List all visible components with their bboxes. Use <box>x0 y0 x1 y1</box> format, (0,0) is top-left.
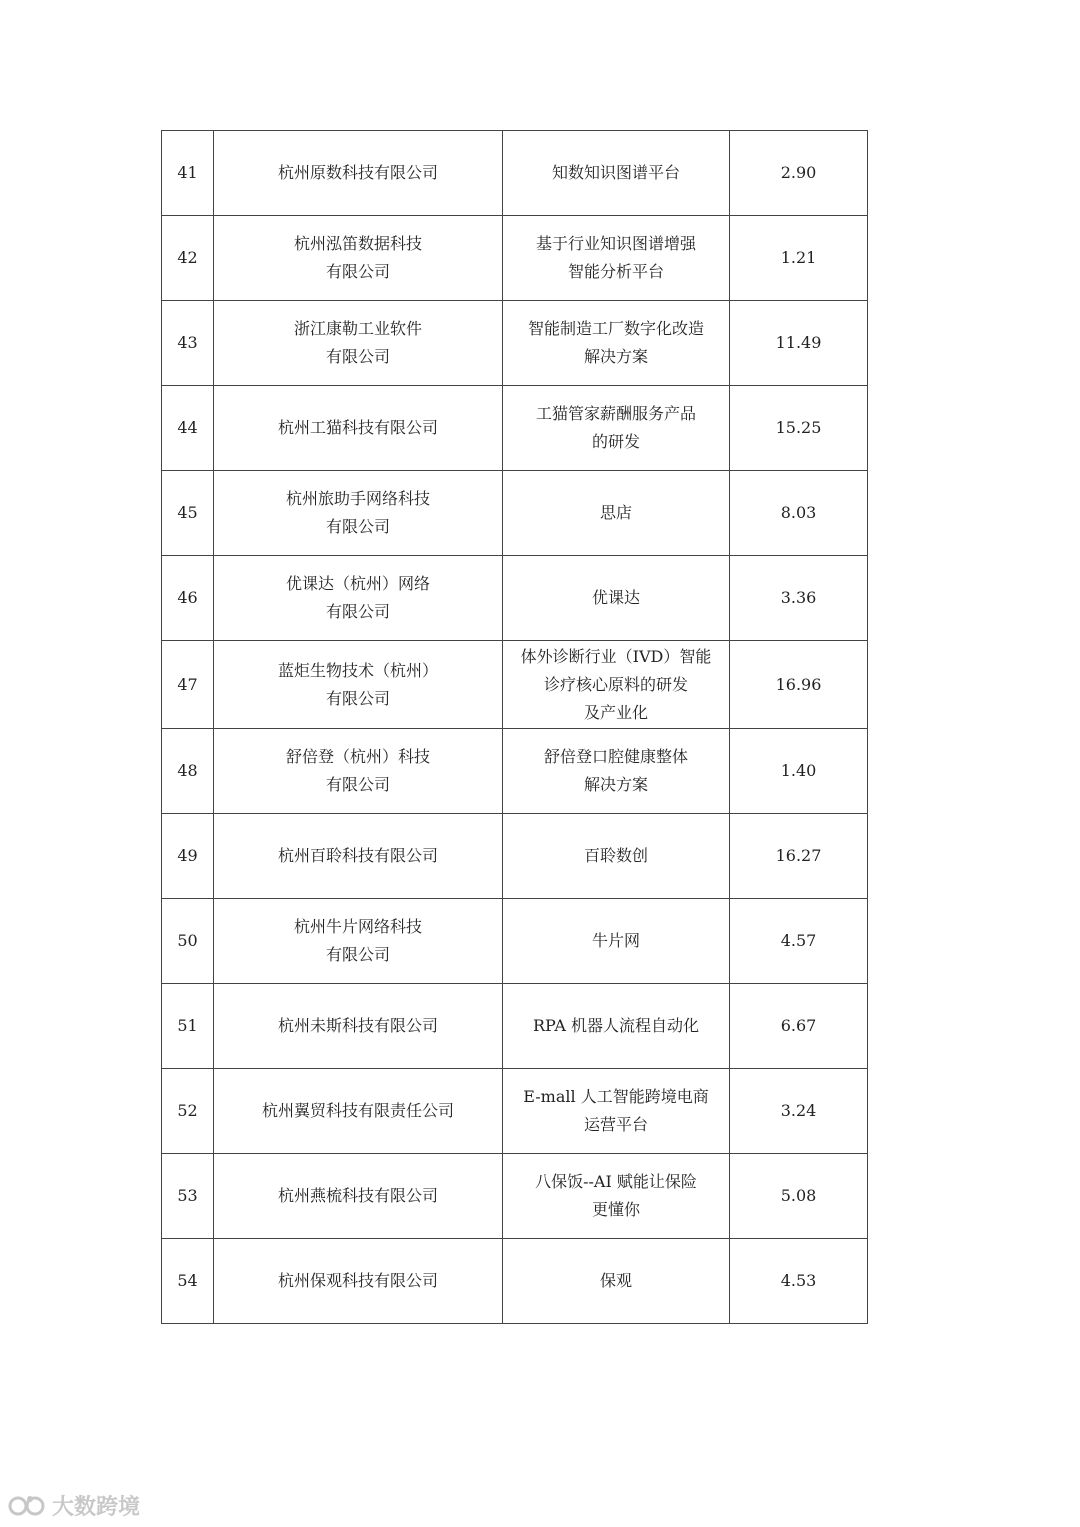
watermark <box>8 1490 140 1521</box>
row-number-cell: 54 <box>162 1239 214 1324</box>
project-name-cell: 基于行业知识图谱增强 智能分析平台 <box>503 216 730 301</box>
table-row <box>162 1069 868 1154</box>
table-row <box>162 729 868 814</box>
project-name-cell: 工猫管家薪酬服务产品 的研发 <box>503 386 730 471</box>
company-name-cell: 优课达（杭州）网络 有限公司 <box>214 556 503 641</box>
amount-cell: 16.96 <box>730 641 868 729</box>
table-row <box>162 984 868 1069</box>
logo-icon <box>8 1493 48 1519</box>
table-row <box>162 131 868 216</box>
project-name-cell: 优课达 <box>503 556 730 641</box>
table-row <box>162 556 868 641</box>
amount-cell: 5.08 <box>730 1154 868 1239</box>
row-number-cell: 41 <box>162 131 214 216</box>
row-number-cell: 51 <box>162 984 214 1069</box>
amount-cell: 4.53 <box>730 1239 868 1324</box>
project-name-cell: 体外诊断行业（IVD）智能 诊疗核心原料的研发 及产业化 <box>503 641 730 729</box>
row-number-cell: 50 <box>162 899 214 984</box>
amount-cell: 4.57 <box>730 899 868 984</box>
company-name-cell: 杭州牛片网络科技 有限公司 <box>214 899 503 984</box>
row-number-cell: 49 <box>162 814 214 899</box>
amount-cell: 8.03 <box>730 471 868 556</box>
amount-cell: 16.27 <box>730 814 868 899</box>
table-row <box>162 301 868 386</box>
company-name-cell: 蓝炬生物技术（杭州） 有限公司 <box>214 641 503 729</box>
project-name-cell: 保观 <box>503 1239 730 1324</box>
table-row <box>162 216 868 301</box>
row-number-cell: 53 <box>162 1154 214 1239</box>
company-name-cell: 杭州未斯科技有限公司 <box>214 984 503 1069</box>
amount-cell: 11.49 <box>730 301 868 386</box>
amount-cell: 3.24 <box>730 1069 868 1154</box>
table-row <box>162 386 868 471</box>
amount-cell: 3.36 <box>730 556 868 641</box>
row-number-cell: 52 <box>162 1069 214 1154</box>
company-name-cell: 杭州原数科技有限公司 <box>214 131 503 216</box>
table-row <box>162 641 868 729</box>
company-name-cell: 杭州燕梳科技有限公司 <box>214 1154 503 1239</box>
table-body <box>162 131 868 1324</box>
table-row <box>162 1154 868 1239</box>
project-name-cell: 知数知识图谱平台 <box>503 131 730 216</box>
project-name-cell: 思店 <box>503 471 730 556</box>
row-number-cell: 45 <box>162 471 214 556</box>
row-number-cell: 43 <box>162 301 214 386</box>
watermark-text: 大数跨境 <box>52 1495 141 1520</box>
row-number-cell: 48 <box>162 729 214 814</box>
amount-cell: 2.90 <box>730 131 868 216</box>
project-name-cell: 智能制造工厂数字化改造 解决方案 <box>503 301 730 386</box>
row-number-cell: 44 <box>162 386 214 471</box>
project-name-cell: 百聆数创 <box>503 814 730 899</box>
row-number-cell: 47 <box>162 641 214 729</box>
company-name-cell: 舒倍登（杭州）科技 有限公司 <box>214 729 503 814</box>
amount-cell: 1.40 <box>730 729 868 814</box>
project-name-cell: RPA 机器人流程自动化 <box>503 984 730 1069</box>
company-name-cell: 杭州翼贸科技有限责任公司 <box>214 1069 503 1154</box>
company-name-cell: 杭州工猫科技有限公司 <box>214 386 503 471</box>
amount-cell: 1.21 <box>730 216 868 301</box>
company-name-cell: 杭州旅助手网络科技 有限公司 <box>214 471 503 556</box>
company-name-cell: 浙江康勒工业软件 有限公司 <box>214 301 503 386</box>
project-table <box>161 130 868 1324</box>
table-row <box>162 814 868 899</box>
amount-cell: 15.25 <box>730 386 868 471</box>
project-name-cell: 牛片网 <box>503 899 730 984</box>
project-name-cell: 八保饭--AI 赋能让保险 更懂你 <box>503 1154 730 1239</box>
amount-cell: 6.67 <box>730 984 868 1069</box>
table-row <box>162 899 868 984</box>
table-row <box>162 471 868 556</box>
company-name-cell: 杭州保观科技有限公司 <box>214 1239 503 1324</box>
project-name-cell: 舒倍登口腔健康整体 解决方案 <box>503 729 730 814</box>
company-name-cell: 杭州百聆科技有限公司 <box>214 814 503 899</box>
row-number-cell: 46 <box>162 556 214 641</box>
company-name-cell: 杭州泓笛数据科技 有限公司 <box>214 216 503 301</box>
table-row <box>162 1239 868 1324</box>
row-number-cell: 42 <box>162 216 214 301</box>
project-name-cell: E-mall 人工智能跨境电商 运营平台 <box>503 1069 730 1154</box>
